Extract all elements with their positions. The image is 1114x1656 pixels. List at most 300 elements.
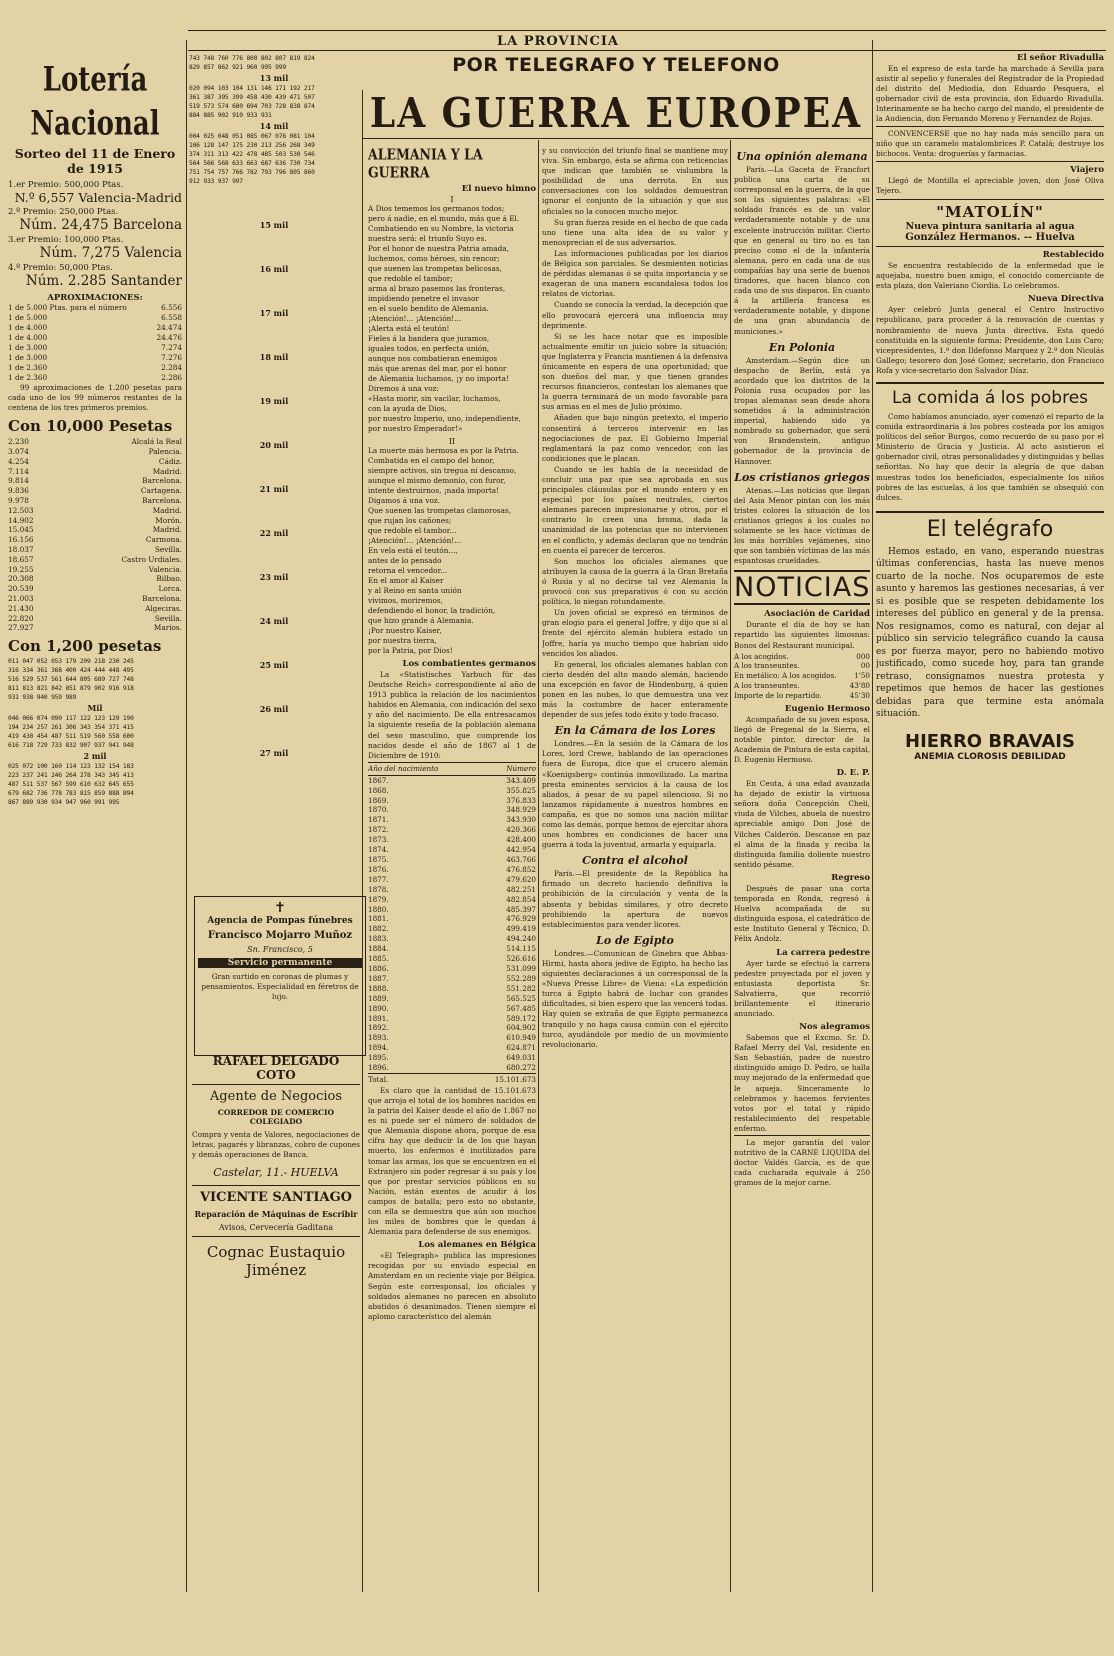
- birth-year: 1882.: [368, 924, 389, 934]
- number-row: 046 066 074 090 117 122 123 129 190: [8, 715, 134, 723]
- mil-label: 19 mil: [259, 396, 289, 406]
- ticket-number: 4.254: [8, 456, 29, 466]
- ticket-number: 19.255: [8, 564, 34, 574]
- mil-label: 2 mil: [83, 751, 107, 762]
- hierro-title: HIERRO BRAVAIS: [905, 730, 1075, 752]
- column-rule: [186, 40, 187, 1592]
- table-row: [368, 865, 536, 875]
- verse-line: que redoble el tambor;: [368, 274, 453, 283]
- verse-line: por la Patria, por Dios!: [368, 646, 453, 655]
- birth-year: 1872.: [368, 825, 389, 835]
- p10000-row: [8, 623, 182, 633]
- table-row: [368, 924, 536, 934]
- p10000-row: [8, 545, 182, 555]
- number-row: 679 682 736 778 783 815 859 888 894: [8, 790, 134, 798]
- table-row: [368, 835, 536, 845]
- pompas-addr: Sn. Francisco, 5: [247, 945, 313, 954]
- prize-label: 4.º Premio: 50,000 Ptas.: [8, 263, 113, 273]
- birth-count: 485.397: [506, 904, 536, 914]
- birth-year: 1887.: [368, 973, 389, 983]
- ticket-city: Cartagena.: [140, 486, 182, 496]
- ticket-number: 2.230: [8, 437, 29, 447]
- verse-line: de Alemania luchamos, ¡y no importa!: [368, 374, 509, 383]
- ticket-number: 12.503: [8, 505, 34, 515]
- himno-verses: [368, 204, 536, 434]
- polonia-text: Amsterdam.—Según dice un despacho de Berlín, está ya acordado que los distritos de la Polonia rusa ocupados por las tropas alemanas sean desde ahora sometidos á la administración imperial, habiendo sido ya nombrado su gobernador, que será von Brandenstein, antiguo gobernador de la provincia de Hannover.: [734, 355, 870, 466]
- verse-line: En el amor al Kaiser: [368, 576, 444, 585]
- approx-number: 24.474: [156, 323, 182, 332]
- birth-count: 482.854: [506, 894, 536, 904]
- matolin-sub2: González Hermanos. -- Huelva: [905, 232, 1075, 244]
- birth-year: 1880.: [368, 904, 389, 914]
- number-row: 884 885 902 910 933 931: [189, 112, 272, 119]
- lottery-title: Lotería Nacional: [30, 60, 160, 144]
- p10000-row: [8, 496, 182, 506]
- table-row: [368, 885, 536, 895]
- table-row: [368, 855, 536, 865]
- verse-line: Combatida en el campo del honor,: [368, 456, 495, 465]
- birth-year: 1888.: [368, 983, 389, 993]
- approx-text: 1 de 2.360: [8, 373, 48, 382]
- verse-line: ¡Alerta está el teutón!: [368, 324, 450, 333]
- ticket-city: Barcelona.: [142, 496, 182, 506]
- combatientes-text: La «Statistisches Yarbuch für das Deutsche Reich» correspondiente al año de 1913 publica la relación de los nacimientos habidos en Alemania, con indicación del sexo y año del nacimiento. De ella entresacamos la siguiente reseña de la población alemana del sexo masculino, que comprende los nacidos desde el año de 1867 al 1 de Diciembre de 1910:: [368, 670, 536, 760]
- lores-text: Londres.—En la sesión de la Cámara de los Lores, lord Crewe, hablando de las operaciones fuera de Europa, dice que el crucero alemán «Koenigsberg» continúa inmovilizado. La marina presta eminentes servicios á la causa de los aliados, á pesar de su papel silencioso. Si no lanzamos rápidamente á nuestros hombres en campaña, es que no somos una nación militar como las demás, porque hemos de ejercitar ahora unos hombres en condiciones de hacer una guerra á toda la juventud, armarla y equiparla.: [542, 739, 728, 850]
- verse-line: pero á nadie, en el mundo, más que á El.: [368, 214, 520, 223]
- number-row: 516 529 537 561 644 805 689 727 748: [8, 676, 134, 684]
- ticket-city: Madrid.: [152, 466, 182, 476]
- p10000-row: [8, 467, 182, 477]
- caridad-label: En metálico: A los acogidos.: [734, 671, 837, 681]
- approx-number: 7.276: [161, 353, 182, 362]
- table-row: [368, 776, 536, 786]
- table-row: [368, 1023, 536, 1033]
- numbers-column: [189, 54, 359, 894]
- birth-count: 482.251: [506, 884, 536, 894]
- birth-count: 552.289: [506, 973, 536, 983]
- caridad-row: [734, 691, 870, 701]
- number-row: 025 072 100 160 114 123 132 154 183: [8, 763, 134, 771]
- mil-label: 26 mil: [259, 704, 289, 714]
- col4-text-2: Su gran fuerza reside en el hecho de que cada uno tiene una alta idea de su valor y menosprecian el de sus adversarios.: [542, 217, 728, 247]
- p10000-row: [8, 447, 182, 457]
- caridad-row: [734, 652, 870, 662]
- directiva-text: Ayer celebró Junta general el Centro Instructivo republicano, para proceder á la renovación de cuentas y nombramiento de nueva Junta directiva. Esta quedó constituida en la siguiente forma: Presidente, don Luis Caro; vicepresidentes, 1.º don Ildefonso Marquez y 2.º don Nicolás Gallego; tesorero don José Gomez; secretario, don Francisco Rofa y vice-secretario don Salvador Díaz.: [876, 305, 1104, 375]
- approx-text: 1 de 3.000: [8, 343, 48, 352]
- number-row: 011 047 052 053 179 209 218 230 245: [8, 658, 134, 666]
- p10000-row: [8, 506, 182, 516]
- mil-label: 18 mil: [259, 352, 289, 362]
- noticias-title: NOTICIAS: [734, 572, 870, 604]
- number-row: 751 754 757 766 782 793 796 805 860: [189, 169, 315, 176]
- verse-line: por nuestra tierra,: [368, 636, 437, 645]
- prize-value: Núm. 24,475 Barcelona: [19, 217, 182, 233]
- griegos-title: Los cristianos griegos: [734, 470, 870, 484]
- birth-year: 1883.: [368, 934, 389, 944]
- ticket-number: 3.074: [8, 447, 29, 457]
- verse-line: que hizo grande á Alemania.: [368, 616, 474, 625]
- mil-label: 24 mil: [259, 616, 289, 626]
- p10000-row: [8, 476, 182, 486]
- table-row: [368, 984, 536, 994]
- mil-label: 20 mil: [259, 440, 289, 450]
- caridad-label: A los transeuntes.: [734, 681, 800, 691]
- delgado-title: RAFAEL DELGADO COTO: [212, 1054, 340, 1082]
- paper-name: LA PROVINCIA: [497, 34, 619, 49]
- number-grid-mid: [189, 54, 359, 758]
- p10000-row: [8, 535, 182, 545]
- dep-text: En Ceuta, á una edad avanzada ha dejado de existir la virtuosa señora doña Concepción Cheli, viuda de Vilches, abuela de nuestro apreciable amigo Don José de Vilches Calderón. Descanse en paz el alma de la finada y reciba la distinguida familia doliente nuestro sentido pésame.: [734, 779, 870, 869]
- p10000-list: [8, 437, 182, 633]
- verse-line: más que arenas del mar, por el honor: [368, 364, 507, 373]
- approx-text: 1 de 5.000 Ptas. para el número: [8, 303, 127, 312]
- birth-count: 420.366: [506, 825, 536, 835]
- birth-count: 649.031: [506, 1053, 536, 1063]
- ticket-city: Castro Urdiales.: [121, 554, 182, 564]
- delgado-sub: Agente de Negocios: [209, 1089, 343, 1104]
- ticket-city: Valencia.: [148, 564, 182, 574]
- hierro-ad: [876, 731, 1104, 762]
- approx-note: 99 aproximaciones de 1.200 pesetas para cada uno de los 99 números restantes de la centena de los tres primeros premios.: [8, 383, 182, 413]
- p10000-row: [8, 437, 182, 447]
- verse-line: iguales todos, en perfecta unión,: [368, 344, 490, 353]
- approx-row: [8, 363, 182, 373]
- verse-line: vivimos, moriremos,: [368, 596, 443, 605]
- birth-year: 1875.: [368, 855, 389, 864]
- matolin-sub: Nueva pintura sanitaria al agua: [905, 221, 1075, 233]
- approx-number: 6.556: [161, 303, 182, 312]
- birth-year: 1891.: [368, 1013, 389, 1023]
- verse-line: A Dios tememos los germanos todos;: [368, 204, 505, 213]
- ticket-city: Marios.: [153, 623, 182, 633]
- verse-line: con la ayuda de Dios,: [368, 404, 447, 413]
- number-row: 519 573 574 680 694 703 728 838 874: [189, 103, 315, 110]
- table-row: [368, 994, 536, 1004]
- approx-text: 1 de 2.360: [8, 363, 48, 372]
- ticket-city: Barcelona.: [142, 594, 182, 604]
- table-row: [368, 815, 536, 825]
- verse-line: Fieles á la bandera que juramos,: [368, 334, 490, 343]
- verse-line: La muerte más hermosa es por la Patria.: [368, 446, 519, 455]
- delgado-addr: Castelar, 11.- HUELVA: [213, 1166, 339, 1180]
- birth-year: 1878.: [368, 884, 389, 894]
- belgica-title: Los alemanes en Bélgica: [418, 1240, 536, 1251]
- ticket-number: 9.836: [8, 486, 29, 496]
- pompas-text: Gran surtido en coronas de plumas y pensamientos. Especialidad en féretros de lujo.: [201, 972, 359, 1002]
- mil-label: 13 mil: [259, 73, 289, 83]
- himno-title: El nuevo himno: [461, 184, 536, 194]
- birth-count: 531.099: [506, 963, 536, 973]
- birth-count: 604.902: [506, 1023, 536, 1033]
- mil-label: 21 mil: [259, 484, 289, 494]
- verse-line: que rujan los cañones;: [368, 516, 452, 525]
- verse-line: que redoble el tambor...: [368, 526, 457, 535]
- birth-year: 1881.: [368, 914, 389, 924]
- after-table-text: Es claro que la cantidad de 15.101.673 que arroja el total de los hombres nacidos en la patria del Kaiser desde el año de 1.867 no es ni puede ser el número de soldados de que Alemania dispone ahora, porque de esa cifra hay que deducir la de los que hayan muerto, los enfermos é inutilizados para tomar las armas, los que se encuentren en el Extranjero sin poder regresar á su país y los que por prestar servicios públicos en su Nación, están exentos de acudir á los campos de batalla; pero esto no obstante, con ella se demuestra que aún son muchos los miles de hombres que le quedan á Alemania para defenderse de sus enemigos.: [368, 1085, 536, 1237]
- p1200-title: Con 1,200 pesetas: [8, 637, 162, 656]
- pompas-ad: [194, 896, 366, 1056]
- p10000-row: [8, 516, 182, 526]
- table-row: [368, 964, 536, 974]
- col4-text-10: En general, los oficiales alemanes hablan con cierto desdén del alto mando alemán, haciendo una excepción en favor de Hindenburg, á quien ponen en las nubes, lo que demuestra una vez más la costumbre de hacer enteramente depender de sus jefes todo éxito y todo fracaso.: [542, 659, 728, 720]
- ticket-number: 16.156: [8, 535, 34, 545]
- ticket-number: 15.045: [8, 525, 34, 535]
- verse-line: Por el honor de nuestra Patria amada,: [368, 244, 509, 253]
- caridad-title: Asociación de Caridad: [764, 609, 870, 620]
- opinion-title: Una opinión alemana: [736, 150, 868, 163]
- p10000-row: [8, 555, 182, 565]
- ticket-city: Barcelona.: [142, 476, 182, 486]
- mil-label: 23 mil: [259, 572, 289, 582]
- approx-number: 24.476: [156, 333, 182, 342]
- lottery-draw: Sorteo del 11 de Enero de 1915: [14, 146, 176, 176]
- prize-value: Núm. 2.285 Santander: [25, 273, 182, 289]
- ticket-city: Morón.: [155, 515, 182, 525]
- p10000-row: [8, 486, 182, 496]
- ticket-number: 21.003: [8, 594, 34, 604]
- column-rule: [362, 90, 363, 1592]
- approx-row: [8, 313, 182, 323]
- p10000-row: [8, 525, 182, 535]
- mil-label: 27 mil: [259, 748, 289, 758]
- ticket-number: 20.308: [8, 574, 34, 584]
- caridad-amount: 000: [856, 651, 870, 661]
- birth-count: 343.409: [506, 775, 536, 785]
- polonia-title: En Polonia: [768, 340, 836, 354]
- restablecido-text: Se encuentra restablecido de la enfermedad que le aquejaba, nuestro buen amigo, el conocido comerciante de esta plaza, don Valeriano Ciordia. Lo celebramos.: [876, 261, 1104, 291]
- alcohol-title: Contra el alcohol: [582, 854, 688, 868]
- table-row: [368, 796, 536, 806]
- caridad-label: A los transeuntes.: [734, 661, 800, 671]
- table-row: [368, 875, 536, 885]
- caridad-row: [734, 661, 870, 671]
- p10000-row: [8, 457, 182, 467]
- egipto-title: Lo de Egipto: [596, 933, 674, 947]
- caridad-amount: 00: [860, 661, 870, 671]
- birth-year: 1892.: [368, 1023, 389, 1033]
- birth-year: 1874.: [368, 845, 389, 855]
- mil-label: 16 mil: [259, 264, 289, 274]
- newspaper-page: [6, 0, 1108, 1600]
- table-head-number: Número: [506, 763, 536, 773]
- birth-year: 1876.: [368, 864, 389, 874]
- approx-row: [8, 373, 182, 383]
- ticket-city: Palencia.: [148, 447, 182, 457]
- number-row: 616 718 729 733 832 907 937 941 948: [8, 742, 134, 750]
- comida-title: La comida á los pobres: [876, 382, 1104, 408]
- number-row: 931 938 940 959 989: [8, 694, 77, 702]
- birth-year: 1885.: [368, 954, 389, 964]
- approx-row: [8, 353, 182, 363]
- table-row: [368, 1033, 536, 1043]
- ticket-number: 14.902: [8, 515, 34, 525]
- verse-line: y al Reino en santa unión: [368, 586, 462, 595]
- approx-text: 1 de 4.000: [8, 333, 48, 342]
- col4-text-5: Si se les hace notar que es imposible actualmente emitir un juicio sobre la situación; que Inglaterra y Francia mantienen á la defensiva únicamente en espera de una oportunidad; que son dueños del mar, y que tienen grandes recursos financieros, contestan los alemanes que la guerra terminará de un modo favorable para sus armas en el mes de Julio próximo.: [542, 331, 728, 412]
- header-rule: [188, 30, 1106, 31]
- birth-year: 1884.: [368, 944, 389, 954]
- approx-number: 2.284: [161, 363, 182, 372]
- birth-count: 343.930: [506, 815, 536, 825]
- lores-title: En la Cámara de los Lores: [554, 724, 716, 738]
- col4-text-8: Son muchos los oficiales alemanes que atribuyen la causa de la guerra á la Gran Bretaña ó Rusia y al no decirse tal vez Alemania la provocó con sus preparativos ó con su acción política, lo niegan rotundamente.: [542, 556, 728, 607]
- p10000-row: [8, 565, 182, 575]
- rivadulla-text: En el expreso de esta tarde ha marchado á Sevilla para asistir al sepelio y funerales del Registrador de la Propiedad del distrito del Mediodía, don Eduardo Pesquera, el gobernador civil de esta provincia, don Eduardo Rivadulla. Interinamente se ha hecho cargo del mando, el presidente de la Audiencia, don Fernando Moreno y Fernandez de Rojas.: [876, 64, 1104, 124]
- p10000-row: [8, 594, 182, 604]
- caridad-text: Durante el día de hoy se han repartido las siguientes limosnas: Bonos del Restaurant municipal.: [734, 620, 870, 650]
- dep-title: D. E. P.: [836, 768, 870, 779]
- birth-count: 526.616: [506, 954, 536, 964]
- birth-year: 1867.: [368, 775, 389, 785]
- number-row: 564 566 568 633 663 687 636 730 734: [189, 160, 315, 167]
- egipto-text: Londres.—Comunican de Ginebra que Abbas-Hirmi, hasta ahora jedive de Egipto, ha hecho las siguientes declaraciones á un corresponsal de la «Nueva Presse Libre» de Viena: «La expedición turca á Egipto habrá de luchar con grandes dificultades, si bien espero que las vencerá todas. Hay quien se extraña de que Egipto permanezca tranquilo y no haga causa común con el ejército turco, ayudándole por medio de un movimiento revolucionario.: [542, 948, 728, 1049]
- verse-line: En vela está el teutón...,: [368, 546, 458, 555]
- matolin-ad: [876, 199, 1104, 247]
- approx-number: 2.286: [161, 373, 182, 382]
- caridad-amount: 43'80: [849, 681, 870, 691]
- birth-count: 589.172: [506, 1013, 536, 1023]
- rivadulla-title: El señor Rivadulla: [1017, 53, 1104, 63]
- guerra-subhead: ALEMANIA Y LA GUERRA: [368, 146, 483, 181]
- prize-value: Núm. 7,275 Valencia: [39, 245, 182, 261]
- mil-label: Mil: [87, 703, 103, 714]
- birth-count: 514.115: [506, 944, 536, 954]
- hermoso-text: Acompañado de su joven esposa, llegó de Fregenal de la Sierra, el notable pintor, director de la Academia de Pintura de esta capital, D. Eugenio Hermoso.: [734, 714, 870, 765]
- number-row: 829 857 862 921 960 995 999: [189, 64, 286, 71]
- verse-line: por nuestro Emperador!»: [368, 424, 463, 433]
- hermoso-title: Eugenio Hermoso: [784, 703, 870, 714]
- birth-count: 494.240: [506, 934, 536, 944]
- approx-number: 7.274: [161, 343, 182, 352]
- verse-line: siempre activos, sin tregua ni descanso,: [368, 466, 517, 475]
- himno-verses-2: [368, 446, 536, 656]
- col4-text-6: Añaden que bajo ningún pretexto, el imperio consentirá á terceros intervenir en las negociaciones de paz. El Gobierno Imperial reglamentará la paz como vencedor, con las condiciones que le placan.: [542, 413, 728, 463]
- hierro-sub: ANEMIA CLOROSIS DEBILIDAD: [914, 751, 1066, 762]
- alegramos-title: Nos alegramos: [799, 1022, 870, 1033]
- ticket-number: 27.927: [8, 623, 34, 633]
- carne-text: La mejor garantía del valor nutritivo de la CARNE LIQUIDA del doctor Valdés García, es de que cada cucharada equivale á 250 gramos de la mejor carne.: [734, 1135, 870, 1188]
- telegrafo-text: Hemos estado, en vano, esperando nuestras últimas conferencias, hasta las nueve menos cuarto de la noche. Nos ocuparemos de este asunto y haremos las gestiones necesarias, á ver si es posible que se respeten debidamente los intereses del público en general y de la prensa. Nos resignamos, como es natural, con dejar al público sin servicio telegráfico cuando la causa es por fuerza mayor, pero no habiendo motivo justificado, como sucede hoy, para tan grande retraso, consignamos nuestra protesta y repetimos que hemos de hacer las gestiones debidas para que termine esta anómala situación.: [876, 546, 1104, 720]
- table-row: [368, 954, 536, 964]
- verse-line: retorna el vencedor...: [368, 566, 448, 575]
- table-row: [368, 1014, 536, 1024]
- p10000-row: [8, 584, 182, 594]
- prize-label: 3.er Premio: 100,000 Ptas.: [8, 235, 124, 245]
- delgado-ad: [192, 1052, 360, 1432]
- number-row: 316 334 361 368 400 424 444 448 495: [8, 667, 134, 675]
- p10000-row: [8, 604, 182, 614]
- table-row: [368, 805, 536, 815]
- number-row: 867 889 930 934 947 960 991 995: [8, 799, 120, 807]
- column-rule: [872, 40, 873, 1592]
- births-table: [368, 762, 536, 1086]
- table-total-label: Total.: [368, 1074, 389, 1084]
- birth-year: 1870.: [368, 805, 389, 815]
- verse-line: ¡Atención!... ¡Atención!...: [368, 536, 462, 545]
- birth-count: 499.419: [506, 924, 536, 934]
- prize-value: N.º 6,557 Valencia-Madrid: [14, 190, 182, 205]
- pompas-title: Agencia de Pompas fúnebres: [207, 916, 353, 926]
- birth-year: 1889.: [368, 993, 389, 1003]
- verse-line: ¡Por nuestro Kaiser,: [368, 626, 442, 635]
- ticket-city: Lorca.: [158, 584, 182, 594]
- approx-text: 1 de 5.000: [8, 313, 48, 322]
- main-headline: LA GUERRA EUROPEA: [369, 88, 863, 138]
- caridad-row: [734, 681, 870, 691]
- ticket-number: 18.037: [8, 545, 34, 555]
- birth-year: 1890.: [368, 1003, 389, 1013]
- approx-row: [8, 333, 182, 343]
- birth-count: 442.954: [506, 845, 536, 855]
- alcohol-text: París.—El presidente de la República ha firmado un decreto haciendo definitiva la prohibición de la circulación y venta de la absenta y bebidas similares, y otro decreto prohibiendo la apertura de nuevos establecimientos para vender licores.: [542, 869, 728, 929]
- number-row: 020 094 103 104 131 146 171 192 217: [189, 85, 315, 92]
- birth-count: 428.400: [506, 835, 536, 845]
- verse-line: que suenen las trompetas belicosas,: [368, 264, 502, 273]
- cognac-title: Cognac Eustaquio Jiménez: [206, 1243, 346, 1280]
- ticket-city: Bilbao.: [156, 574, 182, 584]
- viajero-title: Viajero: [1070, 164, 1104, 175]
- lottery-column: [8, 60, 182, 1656]
- section-title: POR TELEGRAFO Y TELEFONO: [452, 54, 780, 76]
- birth-year: 1868.: [368, 785, 389, 795]
- comida-text: Como habíamos anunciado, ayer comenzó el reparto de la comida extraordinaria á los pobres costeada por los amigos políticos del señor Burgos, como recuerdo de su paso por el Ministerio de Gracia y Justicia. Al acto asistieron el gobernador civil, otras personalidades y distinguidas y bellas señoritas. No hay que decir la alegría de que daban muestras todos los beneficiados, especialmente los niños pobres de las escuelas, á los que también se obsequió con dulces.: [876, 411, 1104, 502]
- ticket-city: Madrid.: [152, 505, 182, 515]
- delgado-sub2: CORREDOR DE COMERCIO COLEGIADO: [217, 1108, 335, 1126]
- ticket-number: 22.820: [8, 613, 34, 623]
- number-row: 374 311 313 422 478 485 503 530 546: [189, 151, 315, 158]
- approx-row: [8, 323, 182, 333]
- p10000-title: Con 10,000 Pesetas: [8, 417, 173, 436]
- table-row: [368, 934, 536, 944]
- table-row: [368, 895, 536, 905]
- number-row: 194 234 257 261 306 343 354 371 415: [8, 724, 134, 732]
- vicente-title: VICENTE SANTIAGO: [199, 1190, 353, 1206]
- table-row: [368, 786, 536, 796]
- table-row: [368, 905, 536, 915]
- table-head-year: Año del nacimiento: [368, 763, 439, 773]
- birth-count: 376.833: [506, 795, 536, 805]
- birth-year: 1871.: [368, 815, 389, 825]
- ticket-city: Madrid.: [152, 525, 182, 535]
- column-rule: [538, 140, 539, 1592]
- verse-line: intente destruirnos, ¡nada importa!: [368, 486, 500, 495]
- verse-line: nuestra será: el triunfo Suyo es.: [368, 234, 487, 243]
- column-6: [876, 50, 1104, 1610]
- verse-line: defendiendo el honor, la tradición,: [368, 606, 496, 615]
- verse-line: luchemos, como héroes, sin rencor;: [368, 254, 500, 263]
- verse-line: «Hasta morir, sin vacilar, luchamos,: [368, 394, 501, 403]
- approx-list: [8, 303, 182, 383]
- approx-row: [8, 343, 182, 353]
- birth-count: 463.766: [506, 855, 536, 864]
- table-row: [368, 1043, 536, 1053]
- ticket-city: Cádiz.: [158, 456, 182, 466]
- number-grid-left: [8, 657, 182, 807]
- column-rule: [730, 140, 731, 1592]
- table-row: [368, 914, 536, 924]
- approx-row: [8, 303, 182, 313]
- col4-text-9: Un joven oficial se expresó en términos de gran elogio para el general Joffre, y dijo que si al frente del ejército alemán hubiera estado un Joffre, haría ya mucho tiempo que habrían sido vencidos los aliados.: [542, 608, 728, 658]
- col4-text-3: Las informaciones publicadas por los diarios de Bélgica son parciales. Se desmienten noticias de pérdidas alemanas ó se quita importancia y se exageran de una manera escandalosa todos los relatos de victorias.: [542, 248, 728, 299]
- vicente-addr: Avisos, Cervecería Gaditana: [218, 1223, 334, 1233]
- birth-year: 1886.: [368, 963, 389, 973]
- ticket-city: Algeciras.: [145, 603, 182, 613]
- combatientes-title: Los combatientes germanos: [402, 659, 536, 669]
- number-row: 419 430 454 487 511 519 560 558 600: [8, 733, 134, 741]
- ticket-number: 20.539: [8, 584, 34, 594]
- approx-text: 1 de 4.000: [8, 323, 48, 332]
- number-row: 106 128 147 175 230 213 256 268 349: [189, 142, 315, 149]
